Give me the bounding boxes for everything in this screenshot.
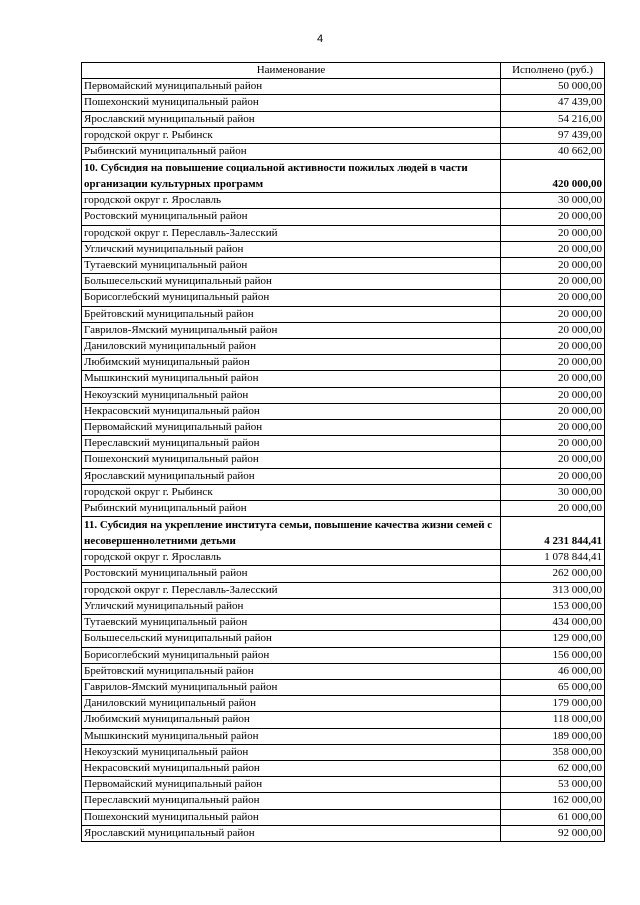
executed-amount: 20 000,00 bbox=[501, 355, 605, 371]
table-row bbox=[82, 501, 605, 517]
executed-amount: 358 000,00 bbox=[501, 744, 605, 760]
table-body bbox=[82, 79, 605, 842]
table-row bbox=[82, 679, 605, 695]
recipient-name: Ярославский муниципальный район bbox=[82, 111, 501, 127]
page-number: 4 bbox=[316, 33, 324, 45]
table-row bbox=[82, 436, 605, 452]
recipient-name: Первомайский муниципальный район bbox=[82, 79, 501, 95]
table-row bbox=[82, 420, 605, 436]
executed-amount: 61 000,00 bbox=[501, 809, 605, 825]
executed-amount: 20 000,00 bbox=[501, 387, 605, 403]
table-row bbox=[82, 290, 605, 306]
column-header-amount: Исполнено (руб.) bbox=[501, 63, 605, 79]
executed-amount: 262 000,00 bbox=[501, 566, 605, 582]
executed-amount: 20 000,00 bbox=[501, 436, 605, 452]
recipient-name: Брейтовский муниципальный район bbox=[82, 663, 501, 679]
recipient-name: Пошехонский муниципальный район bbox=[82, 452, 501, 468]
recipient-name: городской округ г. Переславль-Залесский bbox=[82, 225, 501, 241]
executed-amount: 20 000,00 bbox=[501, 225, 605, 241]
table-row bbox=[82, 144, 605, 160]
executed-amount: 156 000,00 bbox=[501, 647, 605, 663]
executed-amount: 20 000,00 bbox=[501, 452, 605, 468]
recipient-name: Большесельский муниципальный район bbox=[82, 274, 501, 290]
executed-amount: 54 216,00 bbox=[501, 111, 605, 127]
recipient-name: Пошехонский муниципальный район bbox=[82, 95, 501, 111]
table-row bbox=[82, 468, 605, 484]
table-row bbox=[82, 484, 605, 500]
recipient-name: Ярославский муниципальный район bbox=[82, 825, 501, 841]
table-row bbox=[82, 793, 605, 809]
recipient-name: Рыбинский муниципальный район bbox=[82, 144, 501, 160]
executed-amount: 46 000,00 bbox=[501, 663, 605, 679]
executed-amount: 20 000,00 bbox=[501, 403, 605, 419]
recipient-name: Гаврилов-Ямский муниципальный район bbox=[82, 322, 501, 338]
table-row bbox=[82, 79, 605, 95]
recipient-name: Гаврилов-Ямский муниципальный район bbox=[82, 679, 501, 695]
recipient-name: Ярославский муниципальный район bbox=[82, 468, 501, 484]
table-row bbox=[82, 452, 605, 468]
recipient-name: Ростовский муниципальный район bbox=[82, 209, 501, 225]
executed-amount: 20 000,00 bbox=[501, 306, 605, 322]
table-row bbox=[82, 306, 605, 322]
table-row bbox=[82, 387, 605, 403]
recipient-name: Некоузский муниципальный район bbox=[82, 387, 501, 403]
executed-amount: 20 000,00 bbox=[501, 339, 605, 355]
table-row bbox=[82, 647, 605, 663]
executed-amount: 20 000,00 bbox=[501, 322, 605, 338]
table-row bbox=[82, 403, 605, 419]
executed-amount: 20 000,00 bbox=[501, 420, 605, 436]
executed-amount: 20 000,00 bbox=[501, 241, 605, 257]
table-row bbox=[82, 744, 605, 760]
table-row bbox=[82, 193, 605, 209]
executed-amount: 62 000,00 bbox=[501, 760, 605, 776]
recipient-name: Некрасовский муниципальный район bbox=[82, 760, 501, 776]
table-row bbox=[82, 258, 605, 274]
budget-execution-table bbox=[81, 62, 605, 842]
table-row bbox=[82, 598, 605, 614]
table-row bbox=[82, 339, 605, 355]
table-row bbox=[82, 760, 605, 776]
table-row bbox=[82, 322, 605, 338]
recipient-name: городской округ г. Рыбинск bbox=[82, 484, 501, 500]
table-row bbox=[82, 631, 605, 647]
section-header-row bbox=[82, 160, 605, 193]
recipient-name: Рыбинский муниципальный район bbox=[82, 501, 501, 517]
executed-amount: 20 000,00 bbox=[501, 258, 605, 274]
executed-amount: 153 000,00 bbox=[501, 598, 605, 614]
recipient-name: Даниловский муниципальный район bbox=[82, 696, 501, 712]
table-row bbox=[82, 825, 605, 841]
recipient-name: Ростовский муниципальный район bbox=[82, 566, 501, 582]
column-header-name: Наименование bbox=[82, 63, 501, 79]
executed-amount: 313 000,00 bbox=[501, 582, 605, 598]
recipient-name: Угличский муниципальный район bbox=[82, 598, 501, 614]
recipient-name: Угличский муниципальный район bbox=[82, 241, 501, 257]
recipient-name: городской округ г. Рыбинск bbox=[82, 127, 501, 143]
recipient-name: Пошехонский муниципальный район bbox=[82, 809, 501, 825]
recipient-name: Переславский муниципальный район bbox=[82, 436, 501, 452]
executed-amount: 20 000,00 bbox=[501, 468, 605, 484]
executed-amount: 97 439,00 bbox=[501, 127, 605, 143]
table-header-row bbox=[82, 63, 605, 79]
executed-amount: 65 000,00 bbox=[501, 679, 605, 695]
executed-amount: 20 000,00 bbox=[501, 501, 605, 517]
table-row bbox=[82, 663, 605, 679]
executed-amount: 20 000,00 bbox=[501, 371, 605, 387]
recipient-name: Тутаевский муниципальный район bbox=[82, 615, 501, 631]
recipient-name: Даниловский муниципальный район bbox=[82, 339, 501, 355]
table-row bbox=[82, 209, 605, 225]
executed-amount: 129 000,00 bbox=[501, 631, 605, 647]
recipient-name: Первомайский муниципальный район bbox=[82, 420, 501, 436]
recipient-name: Переславский муниципальный район bbox=[82, 793, 501, 809]
recipient-name: городской округ г. Ярославль bbox=[82, 193, 501, 209]
table-row bbox=[82, 95, 605, 111]
executed-amount: 30 000,00 bbox=[501, 484, 605, 500]
executed-amount: 20 000,00 bbox=[501, 209, 605, 225]
section-title: 10. Субсидия на повышение социальной активности пожилых людей в части организации культурных программ bbox=[82, 160, 501, 193]
table-row bbox=[82, 111, 605, 127]
table-row bbox=[82, 225, 605, 241]
table-row bbox=[82, 550, 605, 566]
table-row bbox=[82, 274, 605, 290]
executed-amount: 118 000,00 bbox=[501, 712, 605, 728]
executed-amount: 179 000,00 bbox=[501, 696, 605, 712]
recipient-name: Тутаевский муниципальный район bbox=[82, 258, 501, 274]
executed-amount: 20 000,00 bbox=[501, 274, 605, 290]
recipient-name: Брейтовский муниципальный район bbox=[82, 306, 501, 322]
recipient-name: городской округ г. Переславль-Залесский bbox=[82, 582, 501, 598]
recipient-name: городской округ г. Ярославль bbox=[82, 550, 501, 566]
section-title: 11. Субсидия на укрепление института семьи, повышение качества жизни семей с несовершеннолетними детьми bbox=[82, 517, 501, 550]
recipient-name: Большесельский муниципальный район bbox=[82, 631, 501, 647]
table-row bbox=[82, 777, 605, 793]
recipient-name: Любимский муниципальный район bbox=[82, 712, 501, 728]
table-row bbox=[82, 241, 605, 257]
executed-amount: 50 000,00 bbox=[501, 79, 605, 95]
table-row bbox=[82, 696, 605, 712]
executed-amount: 47 439,00 bbox=[501, 95, 605, 111]
recipient-name: Мышкинский муниципальный район bbox=[82, 728, 501, 744]
section-total: 420 000,00 bbox=[501, 160, 605, 193]
recipient-name: Мышкинский муниципальный район bbox=[82, 371, 501, 387]
recipient-name: Любимский муниципальный район bbox=[82, 355, 501, 371]
recipient-name: Некоузский муниципальный район bbox=[82, 744, 501, 760]
table-row bbox=[82, 355, 605, 371]
executed-amount: 1 078 844,41 bbox=[501, 550, 605, 566]
table-row bbox=[82, 615, 605, 631]
executed-amount: 20 000,00 bbox=[501, 290, 605, 306]
table-row bbox=[82, 728, 605, 744]
table-row bbox=[82, 566, 605, 582]
table-row bbox=[82, 371, 605, 387]
table-row bbox=[82, 127, 605, 143]
section-header-row bbox=[82, 517, 605, 550]
executed-amount: 189 000,00 bbox=[501, 728, 605, 744]
executed-amount: 162 000,00 bbox=[501, 793, 605, 809]
executed-amount: 40 662,00 bbox=[501, 144, 605, 160]
executed-amount: 434 000,00 bbox=[501, 615, 605, 631]
executed-amount: 53 000,00 bbox=[501, 777, 605, 793]
recipient-name: Некрасовский муниципальный район bbox=[82, 403, 501, 419]
recipient-name: Первомайский муниципальный район bbox=[82, 777, 501, 793]
table-row bbox=[82, 582, 605, 598]
table-row bbox=[82, 712, 605, 728]
table-row bbox=[82, 809, 605, 825]
section-total: 4 231 844,41 bbox=[501, 517, 605, 550]
recipient-name: Борисоглебский муниципальный район bbox=[82, 647, 501, 663]
executed-amount: 30 000,00 bbox=[501, 193, 605, 209]
executed-amount: 92 000,00 bbox=[501, 825, 605, 841]
recipient-name: Борисоглебский муниципальный район bbox=[82, 290, 501, 306]
